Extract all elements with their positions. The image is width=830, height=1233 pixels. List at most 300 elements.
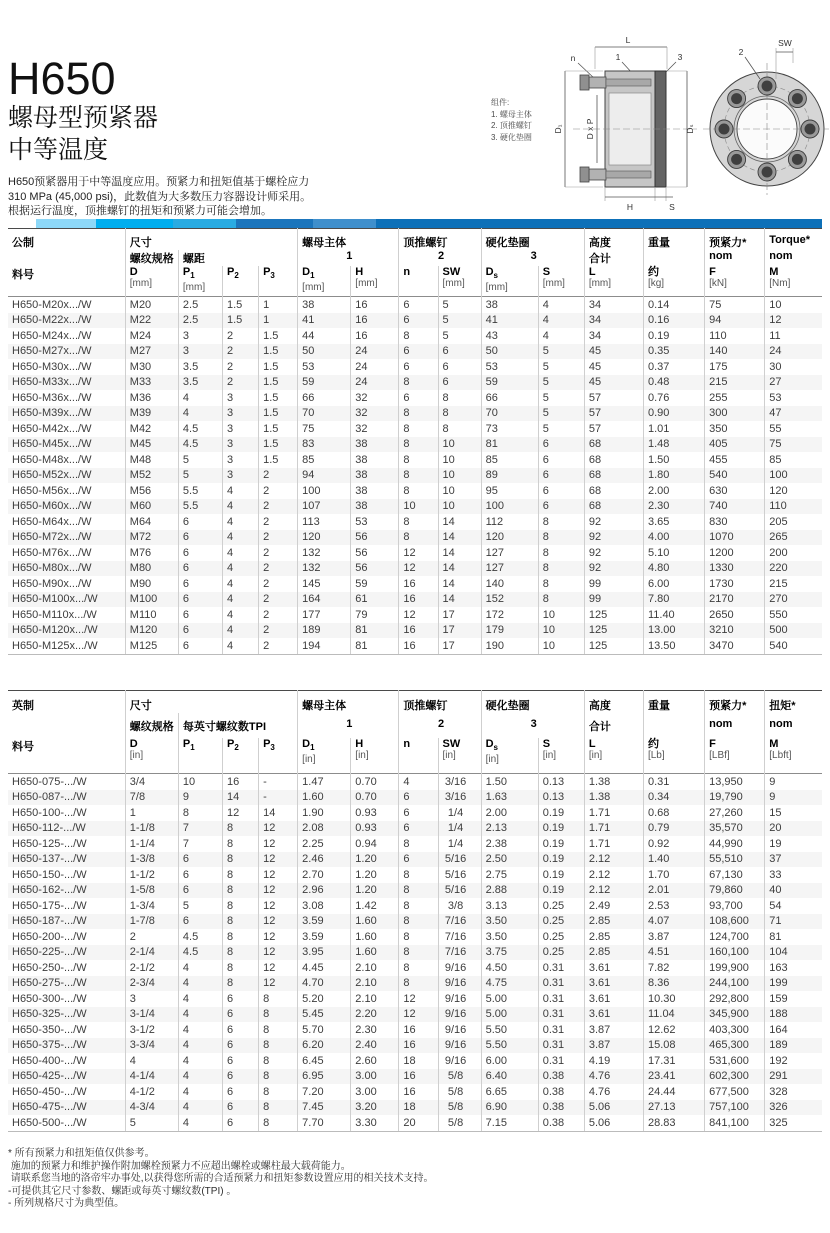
value-cell: 4.51 xyxy=(643,945,704,961)
value-cell: 7/8 xyxy=(125,790,178,806)
value-cell: 8 xyxy=(259,1038,298,1054)
value-cell: 34 xyxy=(584,328,643,344)
value-cell: 328 xyxy=(765,1084,822,1100)
value-cell: 3 xyxy=(223,452,259,468)
value-cell: 2.40 xyxy=(351,1038,399,1054)
value-cell: 6 xyxy=(178,530,222,546)
value-cell: 8 xyxy=(538,545,584,561)
value-cell: 3 xyxy=(178,344,222,360)
value-cell: 10 xyxy=(399,499,438,515)
value-cell: 4 xyxy=(178,390,222,406)
value-cell: 8 xyxy=(259,1115,298,1131)
value-cell: 325 xyxy=(765,1115,822,1131)
value-cell: 94 xyxy=(705,313,765,329)
value-cell: 14 xyxy=(438,530,481,546)
value-cell: 125 xyxy=(584,607,643,623)
value-cell: 0.92 xyxy=(643,836,704,852)
value-cell: 140 xyxy=(481,576,538,592)
value-cell: 12 xyxy=(399,1007,438,1023)
value-cell: 3 xyxy=(223,437,259,453)
table-row xyxy=(8,836,822,852)
value-cell: 6 xyxy=(223,1084,259,1100)
value-cell: 56 xyxy=(351,530,399,546)
value-cell: 4.19 xyxy=(584,1053,643,1069)
value-cell: 159 xyxy=(765,991,822,1007)
value-cell: 120 xyxy=(298,530,351,546)
value-cell: 67,130 xyxy=(705,867,765,883)
part-number-cell: H650-M22x.../W xyxy=(12,314,92,326)
value-cell: 10 xyxy=(438,499,481,515)
value-cell: 8 xyxy=(438,390,481,406)
value-cell: 0.90 xyxy=(643,406,704,422)
value-cell: 70 xyxy=(481,406,538,422)
value-cell: 8 xyxy=(399,468,438,484)
value-cell: 0.94 xyxy=(351,836,399,852)
value-cell: 132 xyxy=(298,561,351,577)
value-cell: 5 xyxy=(438,328,481,344)
header-cell: Torque* xyxy=(765,229,822,251)
value-cell: 3.87 xyxy=(584,1038,643,1054)
dim-label-H: H xyxy=(626,202,634,212)
value-cell: 6 xyxy=(178,576,222,592)
value-cell: 1.5 xyxy=(259,437,298,453)
value-cell: 14 xyxy=(259,805,298,821)
value-cell: 6 xyxy=(399,805,438,821)
value-cell: 12 xyxy=(259,821,298,837)
value-cell: 3.50 xyxy=(481,914,538,930)
part-number-cell: H650-M45x.../W xyxy=(12,438,92,450)
value-cell: 18 xyxy=(399,1100,438,1116)
value-cell: M24 xyxy=(125,328,178,344)
value-cell: 6.90 xyxy=(481,1100,538,1116)
header-cell: H [in] xyxy=(351,738,399,774)
header-cell: $P_1$ [mm] xyxy=(178,266,222,297)
part-number-cell: H650-225-.../W xyxy=(12,946,87,958)
description-line: H650预紧器用于中等温度应用。预紧力和扭矩值基于螺栓应力 xyxy=(8,176,310,188)
value-cell: 110 xyxy=(705,328,765,344)
part-number-cell: H650-M76x.../W xyxy=(12,546,92,559)
table-row xyxy=(8,530,822,546)
value-cell: 10 xyxy=(438,437,481,453)
value-cell: 677,500 xyxy=(705,1084,765,1100)
value-cell: 12 xyxy=(399,607,438,623)
value-cell: 4 xyxy=(178,1100,222,1116)
value-cell: 93,700 xyxy=(705,898,765,914)
value-cell: 4 xyxy=(223,576,259,592)
value-cell: 0.25 xyxy=(538,945,584,961)
product-subtitle-temp: 中等温度 xyxy=(8,136,109,164)
value-cell: 0.37 xyxy=(643,359,704,375)
value-cell: 12 xyxy=(765,313,822,329)
value-cell: 830 xyxy=(705,514,765,530)
value-cell: 7/16 xyxy=(438,914,481,930)
header-cell: 英制 xyxy=(12,700,34,712)
value-cell: 17.31 xyxy=(643,1053,704,1069)
value-cell: 4 xyxy=(223,545,259,561)
value-cell: 3-3/4 xyxy=(125,1038,178,1054)
value-cell: 8 xyxy=(399,976,438,992)
footnote-line: -可提供其它尺寸参数、螺距或每英寸螺纹数(TPI) 。 xyxy=(8,1185,237,1197)
value-cell: 85 xyxy=(481,452,538,468)
value-cell: 9/16 xyxy=(438,960,481,976)
header-cell: 尺寸 xyxy=(125,229,297,251)
part-number-cell: H650-150-.../W xyxy=(12,868,87,881)
value-cell: 2.08 xyxy=(298,821,351,837)
value-cell: 0.76 xyxy=(643,390,704,406)
value-cell: 10 xyxy=(765,297,822,313)
value-cell: 740 xyxy=(705,499,765,515)
value-cell: 14 xyxy=(438,592,481,608)
value-cell: 100 xyxy=(481,499,538,515)
value-cell: 4 xyxy=(178,1084,222,1100)
imperial-table-body xyxy=(8,774,822,1132)
part-number-cell: H650-500-.../W xyxy=(8,1115,125,1131)
value-cell: 3 xyxy=(223,406,259,422)
imperial-table-section xyxy=(8,690,822,1132)
value-cell: 30 xyxy=(765,359,822,375)
header-cell: 预紧力* xyxy=(705,229,765,251)
value-cell: 1.71 xyxy=(584,821,643,837)
value-cell: 38 xyxy=(351,499,399,515)
value-cell: 2-1/2 xyxy=(125,960,178,976)
dim-label-Ds: Dₛ xyxy=(685,124,695,134)
value-cell: 18 xyxy=(399,1053,438,1069)
value-cell: 11 xyxy=(765,328,822,344)
value-cell: 4.5 xyxy=(178,945,222,961)
value-cell: 194 xyxy=(298,638,351,654)
value-cell: 5.20 xyxy=(298,991,351,1007)
header-cell: 3 xyxy=(481,713,584,738)
table-row xyxy=(8,561,822,577)
value-cell: 0.19 xyxy=(538,821,584,837)
value-cell: 2.75 xyxy=(481,867,538,883)
value-cell: 602,300 xyxy=(705,1069,765,1085)
value-cell: 4-1/4 xyxy=(125,1069,178,1085)
value-cell: 12 xyxy=(259,914,298,930)
value-cell: 1.5 xyxy=(223,297,259,313)
value-cell: 12 xyxy=(259,867,298,883)
value-cell: 6 xyxy=(223,1022,259,1038)
value-cell: 120 xyxy=(481,530,538,546)
value-cell: 6 xyxy=(178,883,222,899)
value-cell: 1.38 xyxy=(584,774,643,790)
table-row xyxy=(8,545,822,561)
part-number-cell: H650-M52x.../W xyxy=(12,469,92,481)
part-number-cell: H650-162-.../W xyxy=(12,884,87,896)
value-cell: 3.61 xyxy=(584,1007,643,1023)
value-cell: 9/16 xyxy=(438,1022,481,1038)
table-row xyxy=(8,328,822,344)
value-cell: 8 xyxy=(178,805,222,821)
part-number-cell: H650-275-.../W xyxy=(12,977,87,989)
value-cell: 2.85 xyxy=(584,929,643,945)
value-cell: 5.00 xyxy=(481,991,538,1007)
table-row xyxy=(8,945,822,961)
header-cell: nom xyxy=(765,713,822,738)
value-cell: 6.00 xyxy=(481,1053,538,1069)
value-cell: 2.10 xyxy=(351,976,399,992)
imperial-table xyxy=(8,690,822,1132)
value-cell: 3.61 xyxy=(584,976,643,992)
table-accent-bar xyxy=(8,219,822,228)
component-legend-title: 组件: xyxy=(491,98,510,107)
part-number-cell: H650-M20x.../W xyxy=(12,298,92,311)
value-cell: 5.5 xyxy=(178,483,222,499)
table-row xyxy=(8,452,822,468)
value-cell: 8 xyxy=(259,991,298,1007)
table-row xyxy=(8,576,822,592)
value-cell: 1/4 xyxy=(438,821,481,837)
part-number-cell: H650-300-.../W xyxy=(12,992,87,1005)
value-cell: 12 xyxy=(259,929,298,945)
value-cell: 1.90 xyxy=(298,805,351,821)
value-cell: 0.70 xyxy=(351,790,399,806)
header-cell: 合计 xyxy=(584,250,643,266)
value-cell: 8 xyxy=(399,898,438,914)
header-cell xyxy=(643,713,704,738)
value-cell: 350 xyxy=(705,421,765,437)
value-cell: 2.25 xyxy=(298,836,351,852)
value-cell: 5.50 xyxy=(481,1022,538,1038)
value-cell: 110 xyxy=(765,499,822,515)
table-row xyxy=(8,483,822,499)
value-cell: 0.19 xyxy=(538,836,584,852)
table-row xyxy=(8,774,822,790)
dim-label-L: L xyxy=(625,35,631,45)
value-cell: 0.13 xyxy=(538,790,584,806)
callout-n: n xyxy=(570,53,576,63)
header-cell: F [LBf] xyxy=(705,738,765,774)
value-cell: 16 xyxy=(399,1069,438,1085)
header-cell: $D_s$ [mm] xyxy=(481,266,538,297)
header-cell: 预紧力* xyxy=(705,691,765,714)
value-cell: 630 xyxy=(705,483,765,499)
value-cell: 4 xyxy=(223,623,259,639)
value-cell: 3.00 xyxy=(351,1084,399,1100)
value-cell: 5 xyxy=(538,344,584,360)
part-number-cell: H650-M30x.../W xyxy=(12,360,92,373)
value-cell: 59 xyxy=(481,375,538,391)
value-cell: 125 xyxy=(584,638,643,654)
value-cell: 6 xyxy=(178,561,222,577)
value-cell: 107 xyxy=(298,499,351,515)
table-row xyxy=(8,406,822,422)
value-cell: 8 xyxy=(399,836,438,852)
value-cell: 7/16 xyxy=(438,929,481,945)
header-cell: D [in] xyxy=(125,738,178,774)
part-number-cell: H650-075-.../W xyxy=(12,775,87,788)
value-cell: 16 xyxy=(399,1084,438,1100)
value-cell: M125 xyxy=(125,638,178,654)
value-cell: 3/8 xyxy=(438,898,481,914)
value-cell: 1-1/8 xyxy=(125,821,178,837)
value-cell: M64 xyxy=(125,514,178,530)
value-cell: 3 xyxy=(223,468,259,484)
value-cell: 47 xyxy=(765,406,822,422)
value-cell: 38 xyxy=(351,483,399,499)
value-cell: 270 xyxy=(765,592,822,608)
value-cell: 12 xyxy=(259,852,298,868)
value-cell: 0.16 xyxy=(643,313,704,329)
value-cell: 8 xyxy=(538,576,584,592)
value-cell: 2.13 xyxy=(481,821,538,837)
value-cell: 190 xyxy=(481,638,538,654)
value-cell: M36 xyxy=(125,390,178,406)
value-cell: 92 xyxy=(584,530,643,546)
value-cell: 1.5 xyxy=(259,421,298,437)
value-cell: 12 xyxy=(399,561,438,577)
header-cell: L [mm] xyxy=(584,266,643,297)
value-cell: 6 xyxy=(178,514,222,530)
value-cell: 8 xyxy=(399,945,438,961)
value-cell: 4 xyxy=(178,1053,222,1069)
value-cell: 41 xyxy=(298,313,351,329)
value-cell: 8 xyxy=(223,914,259,930)
value-cell: 4.5 xyxy=(178,929,222,945)
value-cell: 16 xyxy=(351,313,399,329)
value-cell: 200 xyxy=(765,545,822,561)
table-row xyxy=(8,437,822,453)
value-cell: 11.04 xyxy=(643,1007,704,1023)
header-cell: 螺母主体 xyxy=(298,229,399,251)
table-row xyxy=(8,991,822,1007)
value-cell: 3.20 xyxy=(351,1100,399,1116)
value-cell: 12.62 xyxy=(643,1022,704,1038)
value-cell: 6 xyxy=(399,313,438,329)
value-cell: 8 xyxy=(223,821,259,837)
value-cell: M22 xyxy=(125,313,178,329)
value-cell: 1.5 xyxy=(259,452,298,468)
value-cell: 163 xyxy=(765,960,822,976)
value-cell: 3 xyxy=(223,421,259,437)
value-cell: 2.88 xyxy=(481,883,538,899)
value-cell: 0.70 xyxy=(351,774,399,790)
value-cell: 6 xyxy=(178,638,222,654)
value-cell: 5 xyxy=(438,313,481,329)
value-cell: 4.07 xyxy=(643,914,704,930)
value-cell: 7.70 xyxy=(298,1115,351,1131)
value-cell: 1 xyxy=(259,313,298,329)
value-cell: 1070 xyxy=(705,530,765,546)
value-cell: 0.79 xyxy=(643,821,704,837)
value-cell: 100 xyxy=(765,468,822,484)
header-cell: 合计 xyxy=(584,713,643,738)
value-cell: 2.85 xyxy=(584,945,643,961)
value-cell: M45 xyxy=(125,437,178,453)
header-cell: 重量 xyxy=(643,691,704,714)
value-cell: 4.50 xyxy=(481,960,538,976)
table-row xyxy=(8,790,822,806)
value-cell: 12 xyxy=(259,883,298,899)
value-cell: 177 xyxy=(298,607,351,623)
value-cell: 5/8 xyxy=(438,1100,481,1116)
value-cell: 189 xyxy=(298,623,351,639)
value-cell: 16 xyxy=(399,592,438,608)
value-cell: 2-3/4 xyxy=(125,976,178,992)
header-cell: 2 xyxy=(399,713,481,738)
value-cell: 0.19 xyxy=(643,328,704,344)
value-cell: 32 xyxy=(351,406,399,422)
part-number-cell: H650-M60x.../W xyxy=(12,500,92,512)
value-cell: 40 xyxy=(765,883,822,899)
metric-table xyxy=(8,228,822,655)
value-cell: 6 xyxy=(399,390,438,406)
value-cell: 2 xyxy=(223,375,259,391)
header-cell: 料号 xyxy=(12,269,34,281)
header-cell: 约 [Lb] xyxy=(643,738,704,774)
value-cell: 0.31 xyxy=(538,991,584,1007)
value-cell: 17 xyxy=(438,607,481,623)
value-cell: 81 xyxy=(765,929,822,945)
value-cell: 3.5 xyxy=(178,375,222,391)
value-cell: 1.50 xyxy=(481,774,538,790)
value-cell: 6 xyxy=(438,359,481,375)
value-cell: 140 xyxy=(705,344,765,360)
table-row xyxy=(8,883,822,899)
value-cell: 8 xyxy=(223,883,259,899)
value-cell: 24 xyxy=(351,344,399,360)
part-number-cell: H650-M27x.../W xyxy=(12,345,92,357)
value-cell: 3470 xyxy=(705,638,765,654)
value-cell: 7.45 xyxy=(298,1100,351,1116)
value-cell: 8 xyxy=(399,437,438,453)
value-cell: 68 xyxy=(584,499,643,515)
header-cell: 3 xyxy=(481,250,584,266)
part-number-cell: H650-M80x.../W xyxy=(12,562,92,574)
value-cell: 3/4 xyxy=(125,774,178,790)
value-cell: 2.85 xyxy=(584,914,643,930)
value-cell: - xyxy=(259,774,298,790)
value-cell: 8 xyxy=(399,483,438,499)
value-cell: 44 xyxy=(298,328,351,344)
value-cell: 0.31 xyxy=(538,1022,584,1038)
value-cell: 43 xyxy=(481,328,538,344)
value-cell: 8 xyxy=(223,976,259,992)
value-cell: 172 xyxy=(481,607,538,623)
value-cell: 1.40 xyxy=(643,852,704,868)
value-cell: 6 xyxy=(438,344,481,360)
value-cell: 37 xyxy=(765,852,822,868)
value-cell: 403,300 xyxy=(705,1022,765,1038)
value-cell: 8 xyxy=(259,1022,298,1038)
table-row xyxy=(8,390,822,406)
value-cell: 4 xyxy=(178,1115,222,1131)
value-cell: 24 xyxy=(351,359,399,375)
table-row xyxy=(8,421,822,437)
value-cell: 5.10 xyxy=(643,545,704,561)
value-cell: 12 xyxy=(259,960,298,976)
header-cell: D [mm] xyxy=(125,266,178,297)
value-cell: M90 xyxy=(125,576,178,592)
value-cell: 89 xyxy=(481,468,538,484)
value-cell: 53 xyxy=(298,359,351,375)
value-cell: 41 xyxy=(481,313,538,329)
value-cell: 92 xyxy=(584,545,643,561)
value-cell: 4 xyxy=(538,328,584,344)
value-cell: 104 xyxy=(765,945,822,961)
value-cell: M27 xyxy=(125,344,178,360)
value-cell: 12 xyxy=(259,976,298,992)
callout-3-washer: 3 xyxy=(677,52,683,62)
part-number-cell: H650-M72x.../W xyxy=(12,531,92,543)
value-cell: 550 xyxy=(765,607,822,623)
value-cell: 0.31 xyxy=(538,1053,584,1069)
value-cell: 2 xyxy=(259,483,298,499)
part-number-cell: H650-375-.../W xyxy=(12,1039,87,1051)
value-cell: 8 xyxy=(259,1007,298,1023)
value-cell: 6 xyxy=(223,1038,259,1054)
header-cell: 尺寸 xyxy=(125,691,297,714)
